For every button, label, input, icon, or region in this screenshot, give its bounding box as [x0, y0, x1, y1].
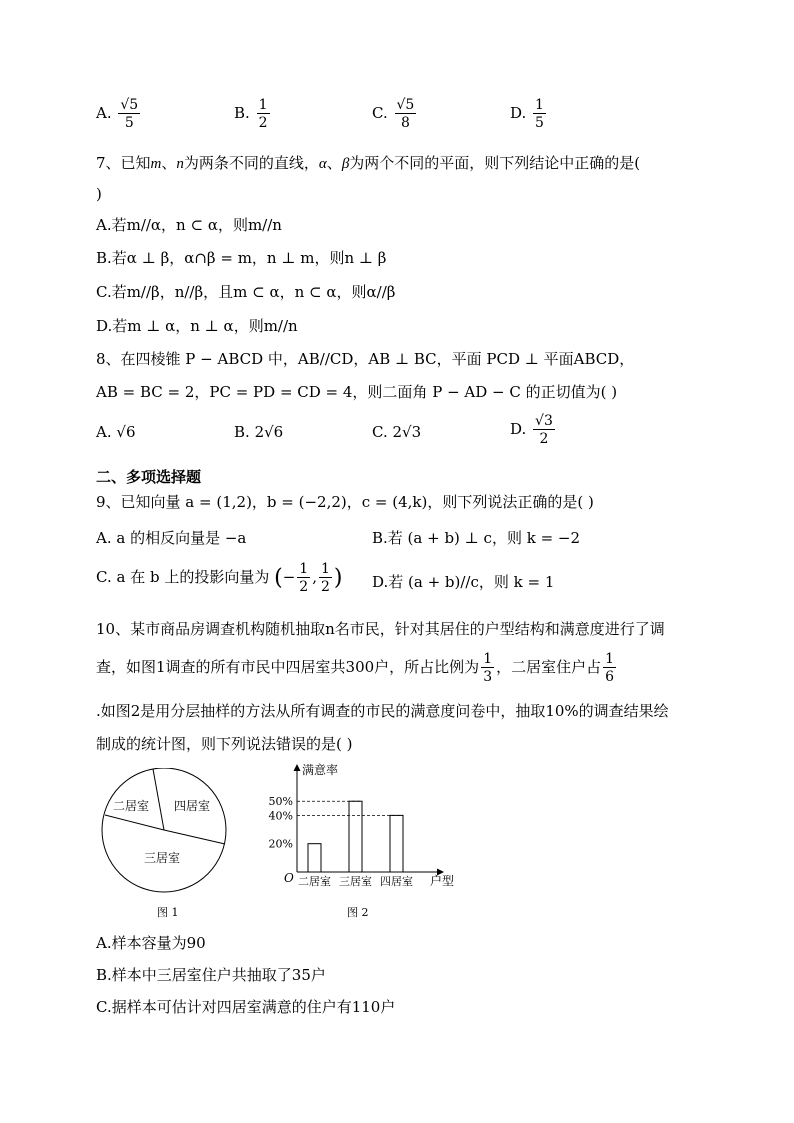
q7-option-b: B.若α ⊥ β，α∩β = m，n ⊥ m，则n ⊥ β: [96, 249, 387, 267]
math-var: α: [318, 156, 327, 172]
fraction-denominator: 2: [539, 431, 549, 447]
q10-stem-line3: .如图2是用分层抽样的方法从所有调查的市民的满意度问卷中，抽取10%的调查结果绘: [96, 702, 669, 720]
fraction: [481, 652, 494, 684]
fraction-numerator: 1: [535, 97, 544, 113]
q9-stem: 9、已知向量 a = (1,2)，b = (−2,2)，c = (4,k)，则下列说法正确的是( ): [96, 493, 594, 511]
q9-option-b: B.若 (a + b) ⊥ c，则 k = −2: [372, 529, 581, 547]
q10-option-c: C.据样本可估计对四居室满意的住户有110户: [96, 998, 396, 1016]
y-tick-label: 50%: [268, 795, 293, 809]
fraction-denominator: 5: [124, 115, 134, 131]
text: 7、已知: [96, 154, 151, 172]
q6-option-d: [510, 98, 548, 130]
math-var: n: [176, 156, 184, 172]
text: 为两个不同的平面，则下列结论中正确的是(: [349, 154, 641, 172]
pie-divider: [105, 815, 164, 830]
option-letter: A.: [96, 104, 112, 122]
option-letter: B.: [234, 104, 250, 122]
bar: [308, 844, 321, 872]
q8-option-d: [510, 414, 557, 446]
q10-option-b: B.样本中三居室住户共抽取了35户: [96, 966, 326, 984]
pie-label-three-room: 三居室: [144, 851, 181, 865]
section-heading: 二、多项选择题: [96, 468, 202, 486]
fraction-numerator: 1: [258, 97, 268, 113]
fraction-numerator: 1: [605, 651, 615, 667]
fraction-denominator: 2: [299, 579, 309, 595]
fraction: [533, 98, 546, 130]
x-tick-label: 三居室: [339, 875, 372, 888]
q8-option-c: [372, 423, 421, 441]
y-tick-label: 40%: [268, 809, 293, 823]
text: C. a 在 b 上的投影向量为: [96, 568, 270, 586]
text: 查，如图1调查的所有市民中四居室共300户，所占比例为: [96, 658, 480, 676]
x-tick-label: 四居室: [380, 875, 413, 888]
fraction-denominator: 2: [321, 579, 330, 595]
fraction: [297, 562, 310, 594]
bar: [390, 815, 403, 872]
fraction-denominator: 3: [483, 669, 493, 685]
q8-stem-line2: AB = BC = 2，PC = PD = CD = 4，则二面角 P − AD − C 的正切值为( ): [96, 383, 618, 401]
option-letter: A.: [96, 423, 112, 441]
projection-vector: (: [274, 565, 283, 591]
q9-option-a: A. a 的相反向量是 −a: [96, 529, 247, 547]
pie-divider: [164, 830, 225, 844]
fraction-numerator: √5: [120, 97, 139, 113]
bar: [349, 801, 362, 872]
fraction: [118, 98, 140, 130]
origin-label: O: [284, 871, 294, 885]
q7-stem-close: ): [96, 185, 102, 203]
q9-option-d: D.若 (a + b)//c，则 k = 1: [372, 573, 555, 591]
math-var: m: [150, 156, 162, 172]
q10-stem-line2: [96, 652, 618, 684]
q6-option-c: [372, 98, 418, 130]
fraction: [395, 98, 417, 130]
option-letter: B.: [234, 423, 250, 441]
option-value: 2√3: [392, 423, 422, 441]
text: 、: [161, 154, 177, 172]
q9-option-c: [96, 562, 343, 594]
fraction: [257, 98, 270, 130]
fraction-numerator: √5: [396, 97, 415, 113]
figure-1-caption: 图 1: [157, 906, 179, 919]
option-letter: D.: [510, 104, 527, 122]
q7-stem: [96, 152, 640, 173]
q6-option-a: [96, 98, 142, 130]
y-axis-label: 满意率: [302, 763, 339, 777]
q8-option-b: [234, 423, 283, 441]
q6-option-b: [234, 98, 272, 130]
q8-option-a: [96, 423, 136, 441]
option-value: 2√6: [254, 423, 284, 441]
q7-option-d: D.若m ⊥ α，n ⊥ α，则m//n: [96, 317, 298, 335]
paren: ): [333, 565, 343, 591]
fraction: [319, 562, 332, 594]
pie-divider: [153, 769, 164, 830]
text: ，二居室住户占: [496, 658, 602, 676]
q7-option-c: C.若m//β，n//β，且m ⊂ α，n ⊂ α，则α//β: [96, 283, 396, 301]
fraction-denominator: 5: [535, 115, 544, 131]
pie-label-two-room: 二居室: [113, 799, 150, 813]
x-axis-label: 户型: [430, 874, 455, 888]
figure-2-caption: 图 2: [347, 906, 369, 919]
q10-stem-line4: 制成的统计图，则下列说法错误的是( ): [96, 735, 353, 753]
minus-sign: −: [282, 568, 296, 586]
comma: ,: [312, 568, 317, 586]
x-tick-label: 二居室: [298, 875, 331, 888]
math-var: β: [341, 156, 350, 172]
q8-stem-line1: 8、在四棱锥 P − ABCD 中，AB//CD，AB ⊥ BC，平面 PCD ⊥ 平面ABCD，: [96, 350, 635, 368]
q10-option-a: A.样本容量为90: [96, 934, 206, 952]
text: 为两条不同的直线，: [183, 154, 319, 172]
fraction-denominator: 2: [258, 115, 268, 131]
y-tick-label: 20%: [268, 837, 293, 851]
q10-stem-line1: 10、某市商品房调查机构随机抽取n名市民，针对其居住的户型结构和满意度进行了调: [96, 620, 665, 638]
fraction-numerator: 1: [483, 651, 493, 667]
figure-1-pie: [96, 768, 246, 923]
q7-option-a: A.若m//α，n ⊂ α，则m//n: [96, 216, 282, 234]
fraction-numerator: 1: [321, 561, 330, 577]
fraction-denominator: 8: [400, 115, 410, 131]
option-value: √6: [116, 423, 136, 441]
pie-label-four-room: 四居室: [174, 799, 211, 813]
option-letter: C.: [372, 423, 388, 441]
option-letter: C.: [372, 104, 388, 122]
text: 、: [326, 154, 342, 172]
option-letter: D.: [510, 420, 527, 438]
fraction: [533, 414, 555, 446]
fraction-numerator: 1: [299, 561, 309, 577]
figure-2-bar-chart: [262, 760, 462, 923]
fraction-numerator: √3: [535, 413, 553, 429]
fraction-denominator: 6: [605, 669, 615, 685]
fraction: [603, 652, 616, 684]
